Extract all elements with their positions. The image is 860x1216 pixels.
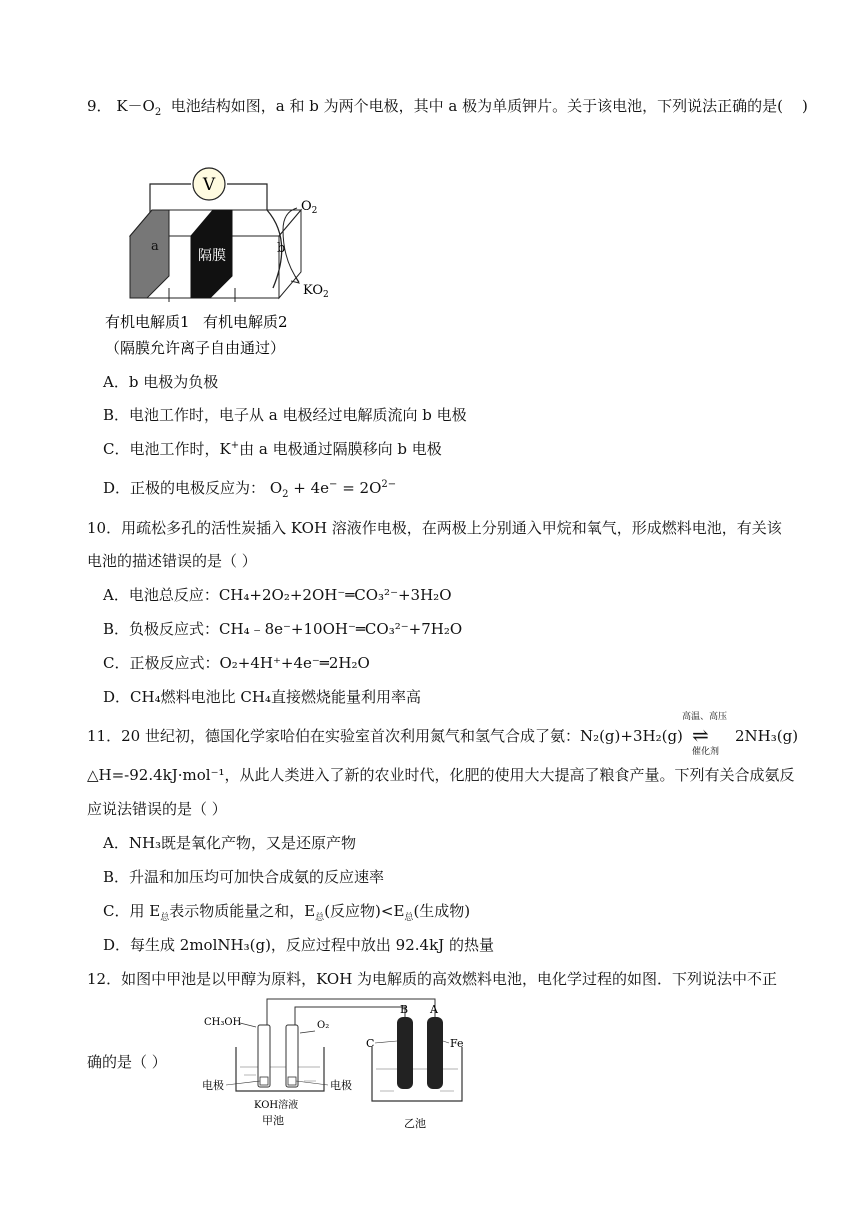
wire-right	[227, 184, 267, 210]
q9-option-c-ion: K	[219, 440, 231, 458]
q11-option-c	[103, 901, 470, 921]
voltmeter-label: V	[202, 175, 216, 195]
q11-option-d: D．每生成 2molNH₃(g)，反应过程中放出 92.4kJ 的热量	[103, 936, 494, 954]
q9-stem	[87, 96, 783, 116]
cell2-beaker	[372, 1047, 462, 1101]
q11-c-sub3: 总	[404, 913, 414, 923]
electrode-b-rod	[397, 1017, 413, 1089]
electrolyte1-label: 有机电解质1	[105, 313, 190, 331]
q9-option-c-pre: C．电池工作时，	[103, 440, 220, 458]
q9-eq-2o: = 2O	[337, 479, 382, 497]
q11-stem-line3: 应说法错误的是（ ）	[87, 800, 227, 818]
q9-option-d	[103, 478, 396, 498]
electrode-right-label: 电极	[330, 1079, 352, 1092]
q11-option-b: B．升温和加压均可加快合成氨的反应速率	[103, 868, 385, 886]
q9-option-a: A．b 电极为负极	[103, 373, 219, 391]
q11-c-mid2: (反应物)<E	[324, 902, 405, 920]
electrode-a-label: a	[151, 239, 159, 254]
membrane-label: 隔膜	[198, 248, 226, 264]
methanol-label: CH₃OH	[204, 1017, 242, 1028]
q10-option-d: D．CH₄燃料电池比 CH₄直接燃烧能量利用率高	[103, 688, 421, 706]
electrode-left-label: 电极	[202, 1079, 224, 1092]
q9-eq-sup3: 2−	[381, 479, 397, 490]
q9-eq-4e: + 4e	[288, 479, 330, 497]
q9-option-c-sup: +	[230, 440, 240, 451]
electrode-b-label: B	[400, 1003, 409, 1016]
cell2-label: 乙池	[404, 1117, 426, 1130]
q11-c-pre: C．用 E	[103, 902, 161, 920]
q9-option-c	[103, 439, 442, 459]
q11-c-sub2: 总	[315, 913, 325, 923]
q9-eq-sub: 2	[282, 489, 289, 500]
q9-eq-o: O	[269, 479, 283, 497]
q12-stem-line2: 确的是（ ）	[87, 1053, 167, 1071]
q9-option-b: B．电池工作时，电子从 a 电极经过电解质流向 b 电极	[103, 406, 467, 424]
q11-line1-pre: 11．20 世纪初，德国化学家哈伯在实验室首次利用氮气和氢气合成了氨：N₂(g)+3H₂(g)	[87, 727, 683, 745]
oxygen-label: O₂	[317, 1020, 330, 1031]
q11-condition-bottom: 催化剂	[692, 747, 720, 757]
electrode-a-label: A	[430, 1003, 438, 1016]
electrode-b-label: b	[277, 241, 286, 256]
q9-formula-sub: 2	[154, 107, 162, 118]
q10-option-b: B．负极反应式：CH₄﹣8e⁻+10OH⁻═CO₃²⁻+7H₂O	[103, 620, 463, 638]
q10-option-a: A．电池总反应：CH₄+2O₂+2OH⁻═CO₃²⁻+3H₂O	[103, 586, 452, 604]
q11-c-sub1: 总	[160, 913, 170, 923]
q9-eq-sup: −	[329, 479, 338, 490]
q11-c-post: (生成物)	[413, 902, 471, 920]
cell1-label: 甲池	[262, 1114, 284, 1127]
q11-c-mid: 表示物质能量之和，E	[169, 902, 316, 920]
q11-option-a: A．NH₃既是氧化产物，又是还原产物	[103, 834, 357, 852]
q9-text: 电池结构如图，a 和 b 为两个电极，其中 a 极为单质钾片。关于该电池，下列说法正确的是(	[170, 97, 783, 115]
cell1-beaker	[236, 1047, 324, 1091]
q11-line1-post: 2NH₃(g)	[735, 727, 799, 745]
q10-option-c: C．正极反应式：O₂+4H⁺+4e⁻═2H₂O	[103, 654, 370, 672]
q11-equilibrium-arrow: ⇌	[692, 723, 709, 747]
membrane-note: （隔膜允许离子自由通过）	[105, 339, 286, 357]
q9-option-c-post: 由 a 电极通过隔膜移向 b 电极	[239, 440, 442, 458]
ko2-label: $KO_2$	[303, 283, 329, 300]
q9-paren-close: )	[802, 97, 808, 115]
q11-stem-line1	[87, 726, 683, 746]
q10-stem-line2: 电池的描述错误的是（ ）	[87, 552, 257, 570]
electrolyte2-label: 有机电解质2	[203, 313, 288, 331]
iron-label: Fe	[450, 1037, 464, 1050]
q9-battery-figure	[105, 160, 345, 360]
q12-cells-figure	[200, 995, 480, 1135]
carbon-label: C	[366, 1037, 375, 1050]
q9-option-d-pre: D．正极的电极反应为：	[103, 479, 266, 497]
o2-label: $O_2$	[301, 199, 318, 216]
q11-condition-top: 高温、高压	[682, 712, 728, 722]
q10-stem-line1: 10．用疏松多孔的活性炭插入 KOH 溶液作电极，在两极上分别通入甲烷和氧气，形成燃料电池，有关该	[87, 519, 782, 537]
koh-solution-label: KOH溶液	[254, 1100, 299, 1111]
electrode-a-rod	[427, 1017, 443, 1089]
q11-stem-line2: △H=-92.4kJ·mol⁻¹，从此人类进入了新的农业时代，化肥的使用大大提高了粮食产量。下列有关合成氨反	[87, 766, 795, 784]
q9-formula: K－O	[116, 97, 155, 115]
q9-number: 9．	[87, 97, 112, 115]
q12-stem-line1: 12．如图中甲池是以甲醇为原料，KOH 为电解质的高效燃料电池，电化学过程的如图．下列说法中不正	[87, 970, 778, 988]
